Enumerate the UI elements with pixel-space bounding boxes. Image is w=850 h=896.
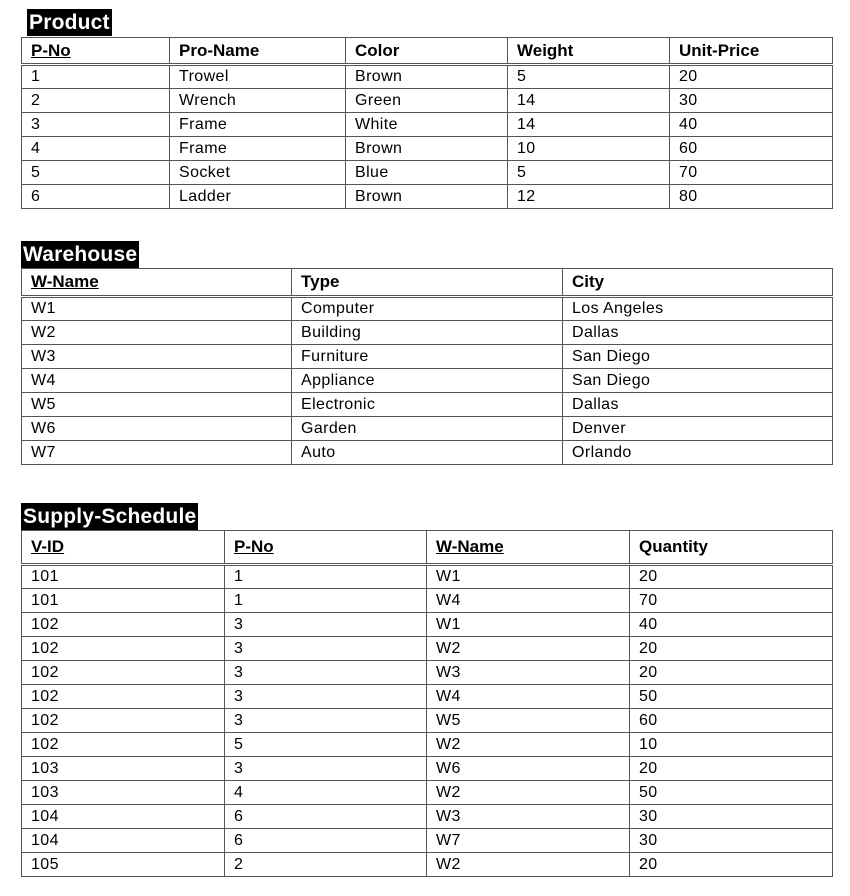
table-cell: Brown	[346, 65, 508, 89]
table-cell: 10	[508, 137, 670, 161]
table-cell: San Diego	[563, 345, 833, 369]
table-row	[22, 89, 833, 113]
table-row	[22, 805, 833, 829]
table-cell: 2	[225, 853, 427, 877]
table-cell: 6	[22, 185, 170, 209]
table-cell: 3	[225, 661, 427, 685]
table-cell: W2	[427, 853, 630, 877]
table-cell: 20	[630, 565, 833, 589]
table-cell: 103	[22, 757, 225, 781]
table-cell: 3	[22, 113, 170, 137]
table-cell: 5	[225, 733, 427, 757]
table-row	[22, 297, 833, 321]
table-row	[22, 661, 833, 685]
table-cell: W4	[427, 589, 630, 613]
table-cell: 102	[22, 733, 225, 757]
table-cell: 12	[508, 185, 670, 209]
supply-header-p-no: P-No	[225, 531, 427, 565]
table-cell: 1	[22, 65, 170, 89]
table-row	[22, 613, 833, 637]
table-cell: W5	[22, 393, 292, 417]
table-cell: White	[346, 113, 508, 137]
table-cell: Frame	[170, 113, 346, 137]
table-cell: 5	[22, 161, 170, 185]
warehouse-header-type: Type	[292, 269, 563, 297]
table-cell: 102	[22, 613, 225, 637]
product-header-pro-name: Pro-Name	[170, 38, 346, 65]
table-cell: W2	[427, 733, 630, 757]
table-cell: 50	[630, 781, 833, 805]
warehouse-header-city: City	[563, 269, 833, 297]
table-cell: Brown	[346, 185, 508, 209]
table-cell: 20	[630, 853, 833, 877]
table-row	[22, 185, 833, 209]
table-cell: 60	[630, 709, 833, 733]
table-cell: 20	[630, 757, 833, 781]
table-cell: 1	[225, 589, 427, 613]
table-cell: Building	[292, 321, 563, 345]
table-cell: Ladder	[170, 185, 346, 209]
table-row	[22, 637, 833, 661]
table-cell: W4	[22, 369, 292, 393]
table-cell: 105	[22, 853, 225, 877]
table-row	[22, 709, 833, 733]
table-cell: 40	[670, 113, 833, 137]
table-cell: 14	[508, 89, 670, 113]
table-cell: 104	[22, 829, 225, 853]
table-row	[22, 853, 833, 877]
table-cell: 2	[22, 89, 170, 113]
table-row	[22, 393, 833, 417]
table-cell: 102	[22, 709, 225, 733]
product-table	[21, 37, 833, 209]
table-cell: 70	[670, 161, 833, 185]
table-cell: W7	[22, 441, 292, 465]
table-cell: Frame	[170, 137, 346, 161]
table-cell: 101	[22, 565, 225, 589]
table-cell: 4	[225, 781, 427, 805]
table-cell: W6	[427, 757, 630, 781]
warehouse-table	[21, 268, 833, 465]
table-cell: 70	[630, 589, 833, 613]
table-cell: W5	[427, 709, 630, 733]
table-cell: 10	[630, 733, 833, 757]
table-cell: W1	[22, 297, 292, 321]
table-cell: 3	[225, 613, 427, 637]
table-cell: San Diego	[563, 369, 833, 393]
warehouse-title: Warehouse	[23, 243, 138, 266]
table-row	[22, 321, 833, 345]
table-cell: 20	[630, 637, 833, 661]
table-row	[22, 733, 833, 757]
table-cell: 20	[630, 661, 833, 685]
table-cell: 14	[508, 113, 670, 137]
table-row	[22, 137, 833, 161]
table-cell: Electronic	[292, 393, 563, 417]
supply-header-v-id: V-ID	[22, 531, 225, 565]
table-cell: W1	[427, 565, 630, 589]
table-cell: W7	[427, 829, 630, 853]
table-cell: Computer	[292, 297, 563, 321]
table-cell: 30	[630, 805, 833, 829]
table-row	[22, 161, 833, 185]
table-cell: 4	[22, 137, 170, 161]
supply-schedule-table	[21, 530, 833, 877]
table-cell: Green	[346, 89, 508, 113]
table-cell: 3	[225, 685, 427, 709]
table-row	[22, 829, 833, 853]
table-cell: W2	[22, 321, 292, 345]
table-cell: W4	[427, 685, 630, 709]
table-cell: 101	[22, 589, 225, 613]
table-cell: 20	[670, 65, 833, 89]
product-header-weight: Weight	[508, 38, 670, 65]
table-cell: Dallas	[563, 321, 833, 345]
table-cell: 102	[22, 685, 225, 709]
table-row	[22, 369, 833, 393]
product-title: Product	[29, 11, 110, 34]
table-cell: 102	[22, 661, 225, 685]
table-cell: 5	[508, 161, 670, 185]
table-cell: 30	[670, 89, 833, 113]
product-header-p-no: P-No	[22, 38, 170, 65]
product-header-color: Color	[346, 38, 508, 65]
table-cell: W1	[427, 613, 630, 637]
table-cell: 3	[225, 637, 427, 661]
table-row	[22, 345, 833, 369]
table-cell: Brown	[346, 137, 508, 161]
table-cell: W3	[427, 805, 630, 829]
table-row	[22, 757, 833, 781]
table-row	[22, 441, 833, 465]
table-row	[22, 685, 833, 709]
table-row	[22, 565, 833, 589]
table-cell: Furniture	[292, 345, 563, 369]
table-cell: Los Angeles	[563, 297, 833, 321]
table-cell: 104	[22, 805, 225, 829]
table-cell: 1	[225, 565, 427, 589]
table-cell: Denver	[563, 417, 833, 441]
table-row	[22, 417, 833, 441]
supply-header-quantity: Quantity	[630, 531, 833, 565]
table-cell: Socket	[170, 161, 346, 185]
table-cell: W3	[22, 345, 292, 369]
table-cell: Orlando	[563, 441, 833, 465]
table-cell: Garden	[292, 417, 563, 441]
table-cell: 6	[225, 829, 427, 853]
table-cell: Wrench	[170, 89, 346, 113]
product-header-unit-price: Unit-Price	[670, 38, 833, 65]
table-cell: 5	[508, 65, 670, 89]
table-cell: W2	[427, 781, 630, 805]
table-row	[22, 113, 833, 137]
table-cell: Appliance	[292, 369, 563, 393]
table-cell: Dallas	[563, 393, 833, 417]
table-cell: W3	[427, 661, 630, 685]
table-cell: 40	[630, 613, 833, 637]
table-row	[22, 65, 833, 89]
table-cell: W6	[22, 417, 292, 441]
table-row	[22, 781, 833, 805]
table-cell: Trowel	[170, 65, 346, 89]
table-cell: 3	[225, 757, 427, 781]
table-cell: 80	[670, 185, 833, 209]
table-cell: 103	[22, 781, 225, 805]
warehouse-header-w-name: W-Name	[22, 269, 292, 297]
supply-schedule-title: Supply-Schedule	[23, 505, 197, 528]
table-cell: 60	[670, 137, 833, 161]
table-cell: 6	[225, 805, 427, 829]
table-cell: 3	[225, 709, 427, 733]
table-cell: 30	[630, 829, 833, 853]
table-cell: 102	[22, 637, 225, 661]
supply-header-w-name: W-Name	[427, 531, 630, 565]
table-row	[22, 589, 833, 613]
table-cell: 50	[630, 685, 833, 709]
table-cell: W2	[427, 637, 630, 661]
table-cell: Auto	[292, 441, 563, 465]
table-cell: Blue	[346, 161, 508, 185]
